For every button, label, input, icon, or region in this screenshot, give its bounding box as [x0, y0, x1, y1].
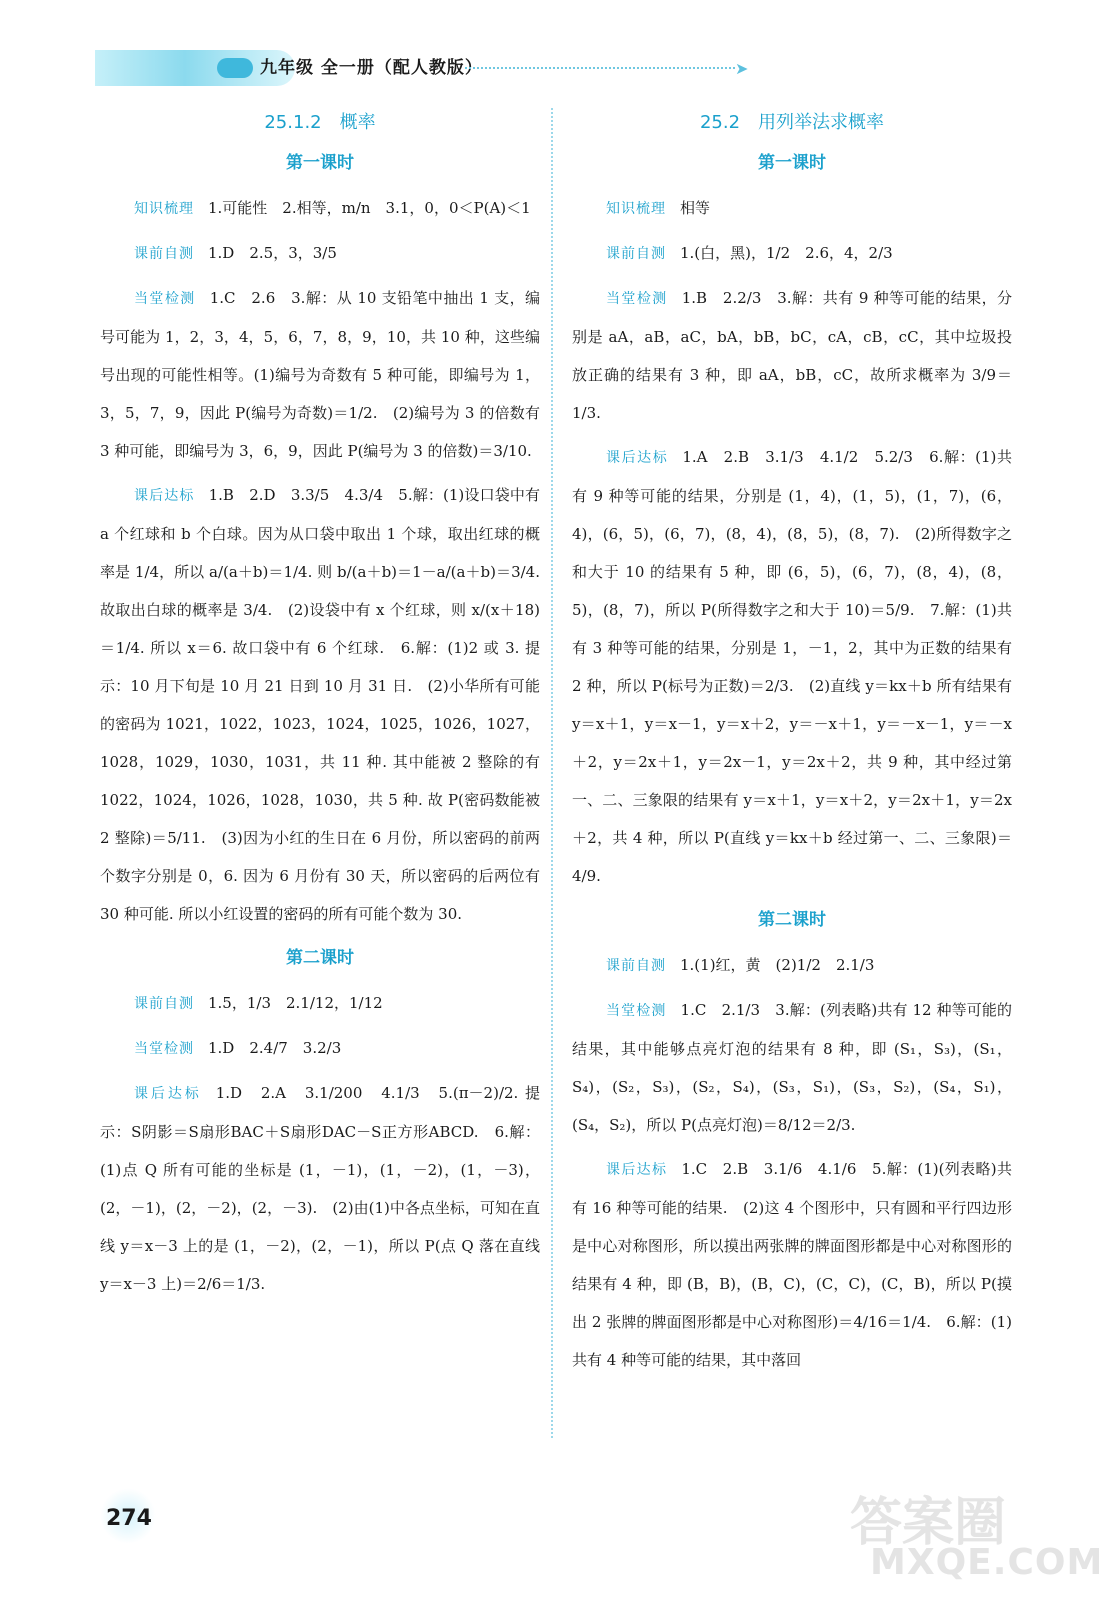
answer-block — [572, 1150, 1012, 1379]
block-text: 1.C 2.1/3 3.解：(列表略)共有 12 种等可能的结果，其中能够点亮灯泡的结果有 8 种，即 (S₁，S₃)，(S₁，S₄)，(S₂，S₃)，(S₂，S₄)，(S₃，S₁)，(S₃，S₂)，(S₄，S₁)，(S₄，S₂)，所以 P(点亮灯泡)＝8/12＝2/3. — [572, 1001, 1013, 1134]
block-tag: 当堂检测 — [134, 1041, 194, 1057]
block-text: 1.D 2.5，3，3/5 — [208, 244, 337, 262]
section-title: 25.1.2 概率 — [264, 112, 376, 133]
answer-block — [100, 476, 540, 933]
answer-block — [100, 189, 540, 228]
block-tag: 课前自测 — [134, 246, 194, 262]
section-title: 25.2 用列举法求概率 — [699, 112, 885, 133]
watermark-logo-text: 答案圈 — [850, 1493, 1007, 1553]
header-arrow-icon: ➤ — [735, 59, 749, 78]
block-text: 1.(白，黑)，1/2 2.6，4，2/3 — [680, 244, 893, 262]
page-number: 274 — [106, 1506, 152, 1531]
watermark — [850, 1470, 1103, 1590]
lesson-title: 第二课时 — [286, 948, 354, 968]
block-tag: 课后达标 — [134, 1086, 202, 1102]
block-text: 1.B 2.D 3.3/5 4.3/4 5.解：(1)设口袋中有 a 个红球和 b 个白球。因为从口袋中取出 1 个球，取出红球的概率是 1/4，所以 a/(a＋b)＝1/4. 则 b/(a＋b)＝1－a/(a＋b)＝3/4. 故取出白球的概率是 3/4. (2)设袋中有 x 个红球，则 x/(x＋18)＝1/4. 所以 x＝6. 故口袋中有 6 个红球. 6.解：(1)2 或 3. 提示：10 月下旬是 10 月 21 日到 10 月 31 日. (2)小华所有可能的密码为 1021，1022，1023，1024，1025，1026，1027，1028，1029，1030，1031，共 11 种. 其中能被 2 整除的有 1022，1024，1026，1028，1030，共 5 种. 故 P(密码数能被 2 整除)＝5/11. (3)因为小红的生日在 6 月份，所以密码的前两个数字分别是 0，6. 因为 6 月份有 30 天，所以密码的后两位有 30 种可能. 所以小红设置的密码的所有可能个数为 30. — [100, 486, 541, 923]
block-text: 1.D 2.4/7 3.2/3 — [208, 1039, 342, 1057]
block-text: 1.D 2.A 3.1/200 4.1/3 5.(π－2)/2. 提示：S阴影＝S扇形BAC＋S扇形DAC－S正方形ABCD. 6.解：(1)点 Q 所有可能的坐标是 (1，－1)，(1，－2)，(1，－3)，(2，－1)，(2，－2)，(2，－3). (2)由(1)中各点坐标，可知在直线 y＝x－3 上的是 (1，－2)，(2，－1)，所以 P(点 Q 落在直线 y＝x－3 上)＝2/6＝1/3. — [100, 1084, 540, 1293]
header-title: 九年级 全一册（配人教版） — [260, 58, 483, 78]
right-column — [572, 100, 1012, 1385]
block-text: 相等 — [680, 199, 711, 217]
block-text: 1.5，1/3 2.1/12，1/12 — [208, 994, 383, 1012]
block-tag: 课后达标 — [134, 488, 195, 504]
block-tag: 课后达标 — [606, 1162, 668, 1178]
block-text: 1.可能性 2.相等，m/n 3.1，0，0＜P(A)＜1 — [208, 199, 531, 217]
answer-block — [572, 991, 1012, 1144]
block-tag: 课后达标 — [606, 450, 669, 466]
block-text: 1.C 2.B 3.1/6 4.1/6 5.解：(1)(列表略)共有 16 种等可能的结果. (2)这 4 个图形中，只有圆和平行四边形是中心对称图形，所以摸出两张牌的牌面图形都是中心对称图形的结果有 4 种，即 (B，B)，(B，C)，(C，C)，(C，B)，所以 P(摸出 2 张牌的牌面图形都是中心对称图形)＝4/16＝1/4. 6.解：(1)共有 4 种等可能的结果，其中落回 — [572, 1160, 1012, 1369]
block-tag: 当堂检测 — [606, 291, 668, 307]
left-column — [100, 100, 540, 1309]
block-tag: 当堂检测 — [606, 1003, 667, 1019]
block-tag: 当堂检测 — [134, 291, 196, 307]
answer-block — [572, 234, 1012, 273]
column-divider — [551, 108, 553, 1438]
answer-block — [572, 189, 1012, 228]
block-tag: 知识梳理 — [606, 201, 666, 217]
header-badge-icon — [217, 58, 253, 78]
lesson-title: 第一课时 — [286, 153, 354, 173]
block-tag: 课前自测 — [606, 958, 666, 974]
block-tag: 知识梳理 — [134, 201, 194, 217]
lesson-title: 第一课时 — [758, 153, 826, 173]
block-tag: 课前自测 — [134, 996, 194, 1012]
answer-block — [100, 1074, 540, 1303]
watermark-url: MXQE.COM — [870, 1542, 1103, 1583]
answer-block — [100, 279, 540, 470]
answer-block — [100, 234, 540, 273]
block-tag: 课前自测 — [606, 246, 666, 262]
answer-block — [100, 1029, 540, 1068]
answer-block — [572, 946, 1012, 985]
block-text: 1.B 2.2/3 3.解：共有 9 种等可能的结果，分别是 aA，aB，aC，bA，bB，bC，cA，cB，cC，其中垃圾投放正确的结果有 3 种，即 aA，bB，cC，故所求概率为 3/9＝1/3. — [572, 289, 1013, 422]
lesson-title: 第二课时 — [758, 910, 826, 930]
block-text: 1.A 2.B 3.1/3 4.1/2 5.2/3 6.解：(1)共有 9 种等可能的结果，分别是 (1，4)，(1，5)，(1，7)，(6，4)，(6，5)，(6，7)，(8，4)，(8，5)，(8，7). (2)所得数字之和大于 10 的结果有 5 种，即 (6，5)，(6，7)，(8，4)，(8，5)，(8，7)，所以 P(所得数字之和大于 10)＝5/9. 7.解：(1)共有 3 种等可能的结果，分别是 1，－1，2，其中为正数的结果有 2 种，所以 P(标号为正数)＝2/3. (2)直线 y＝kx＋b 所有结果有 y＝x＋1，y＝x－1，y＝x＋2，y＝－x＋1，y＝－x－1，y＝－x＋2，y＝2x＋1，y＝2x－1，y＝2x＋2，共 9 种，其中经过第一、二、三象限的结果有 y＝x＋1，y＝x＋2，y＝2x＋1，y＝2x＋2，共 4 种，所以 P(直线 y＝kx＋b 经过第一、二、三象限)＝4/9. — [572, 448, 1012, 885]
answer-block — [572, 279, 1012, 432]
answer-block — [100, 984, 540, 1023]
answer-block — [572, 438, 1012, 895]
page-header — [95, 40, 755, 98]
block-text: 1.(1)红，黄 (2)1/2 2.1/3 — [680, 956, 875, 974]
block-text: 1.C 2.6 3.解：从 10 支铅笔中抽出 1 支，编号可能为 1，2，3，4，5，6，7，8，9，10，共 10 种，这些编号出现的可能性相等。(1)编号为奇数有 5 种可能，即编号为 1，3，5，7，9，因此 P(编号为奇数)＝1/2. (2)编号为 3 的倍数有 3 种可能，即编号为 3，6，9，因此 P(编号为 3 的倍数)＝3/10. — [100, 289, 541, 460]
header-dotted-line — [465, 67, 735, 69]
